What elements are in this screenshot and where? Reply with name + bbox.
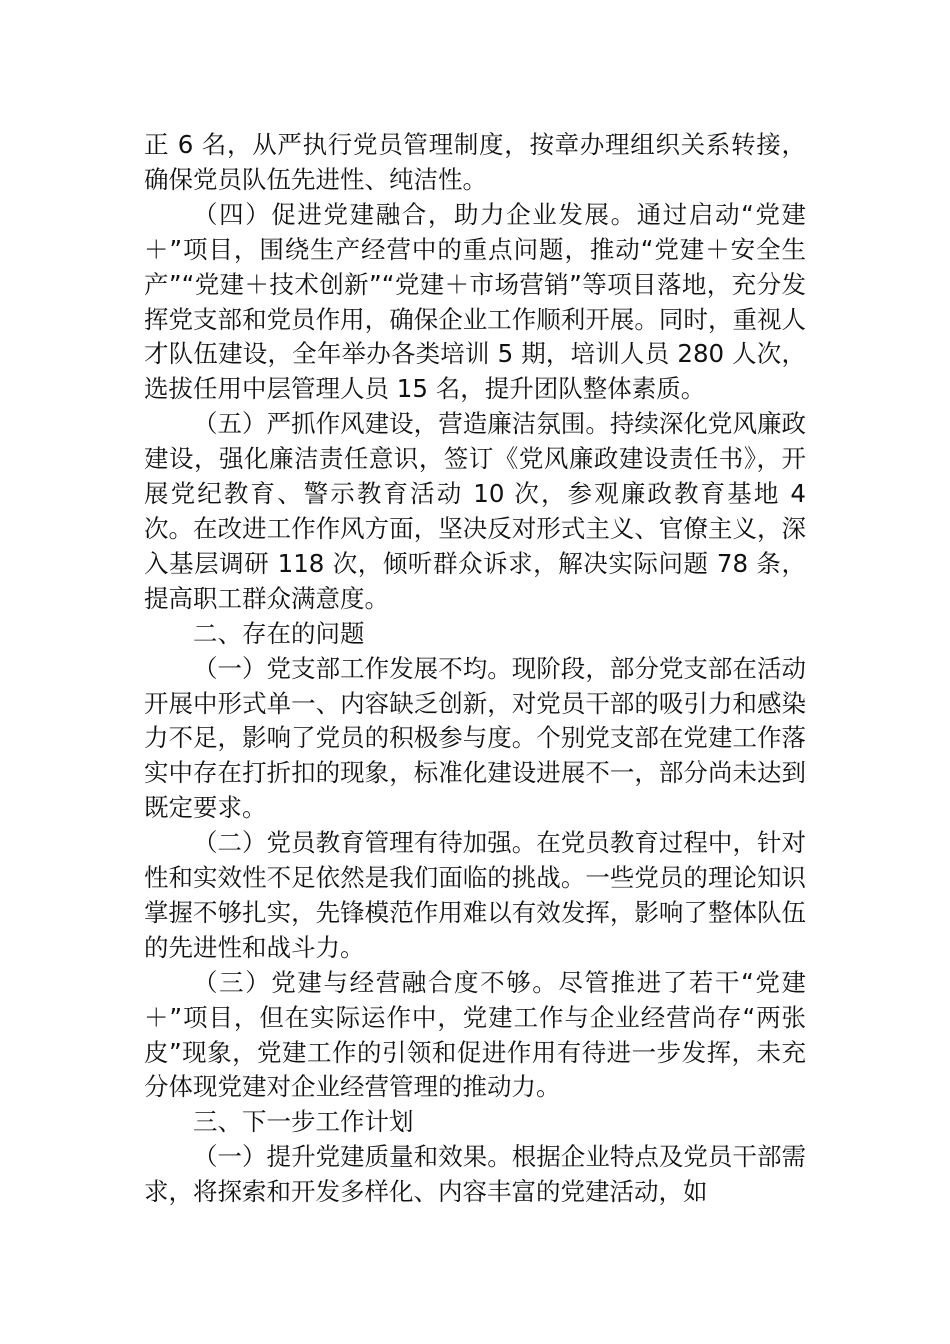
paragraph-member-education: （二）党员教育管理有待加强。在党员教育过程中，针对性和实效性不足依然是我们面临的挑战。一些党员的理论知识掌握不够扎实，先锋模范作用难以有效发挥，影响了整体队伍的先进性和战斗力。 xyxy=(144,828,806,962)
paragraph-continuation: 正 6 名，从严执行党员管理制度，按章办理组织关系转接，确保党员队伍先进性、纯洁性。 xyxy=(144,130,806,194)
section-heading-problems: 二、存在的问题 xyxy=(193,618,365,648)
section-heading-next-plan: 三、下一步工作计划 xyxy=(193,1107,414,1137)
paragraph-integration-gap: （三）党建与经营融合度不够。尽管推进了若干“党建＋”项目，但在实际运作中，党建工作与企业经营尚存“两张皮”现象，党建工作的引领和促进作用有待进一步发挥，未充分体现党建对企业经营管理的推动力。 xyxy=(144,967,806,1102)
paragraph-branch-uneven: （一）党支部工作发展不均。现阶段，部分党支部在活动开展中形式单一、内容缺乏创新，对党员干部的吸引力和感染力不足，影响了党员的积极参与度。个别党支部在党建工作落实中存在打折扣的现象，标准化建设进展不一，部分尚未达到既定要求。 xyxy=(144,653,806,823)
paragraph-work-style: （五）严抓作风建设，营造廉洁氛围。持续深化党风廉政建设，强化廉洁责任意识，签订《党风廉政建设责任书》，开展党纪教育、警示教育活动 10 次，参观廉政教育基地 4 次。在改进工作作风方面，坚决反对形式主义、官僚主义，深入基层调研 118 次，倾听群众诉求，解决实际问题 78 条，提高职工群众满意度。 xyxy=(144,409,806,613)
paragraph-party-integration: （四）促进党建融合，助力企业发展。通过启动“党建＋”项目，围绕生产经营中的重点问题，推动“党建＋安全生产”“党建＋技术创新”“党建＋市场营销”等项目落地，充分发挥党支部和党员作用，确保企业工作顺利开展。同时，重视人才队伍建设，全年举办各类培训 5 期，培训人员 280 人次，选拔任用中层管理人员 15 名，提升团队整体素质。 xyxy=(144,199,806,404)
document-page xyxy=(144,128,806,1210)
paragraph-improve-quality: （一）提升党建质量和效果。根据企业特点及党员干部需求，将探索和开发多样化、内容丰富的党建活动，如 xyxy=(144,1142,806,1207)
